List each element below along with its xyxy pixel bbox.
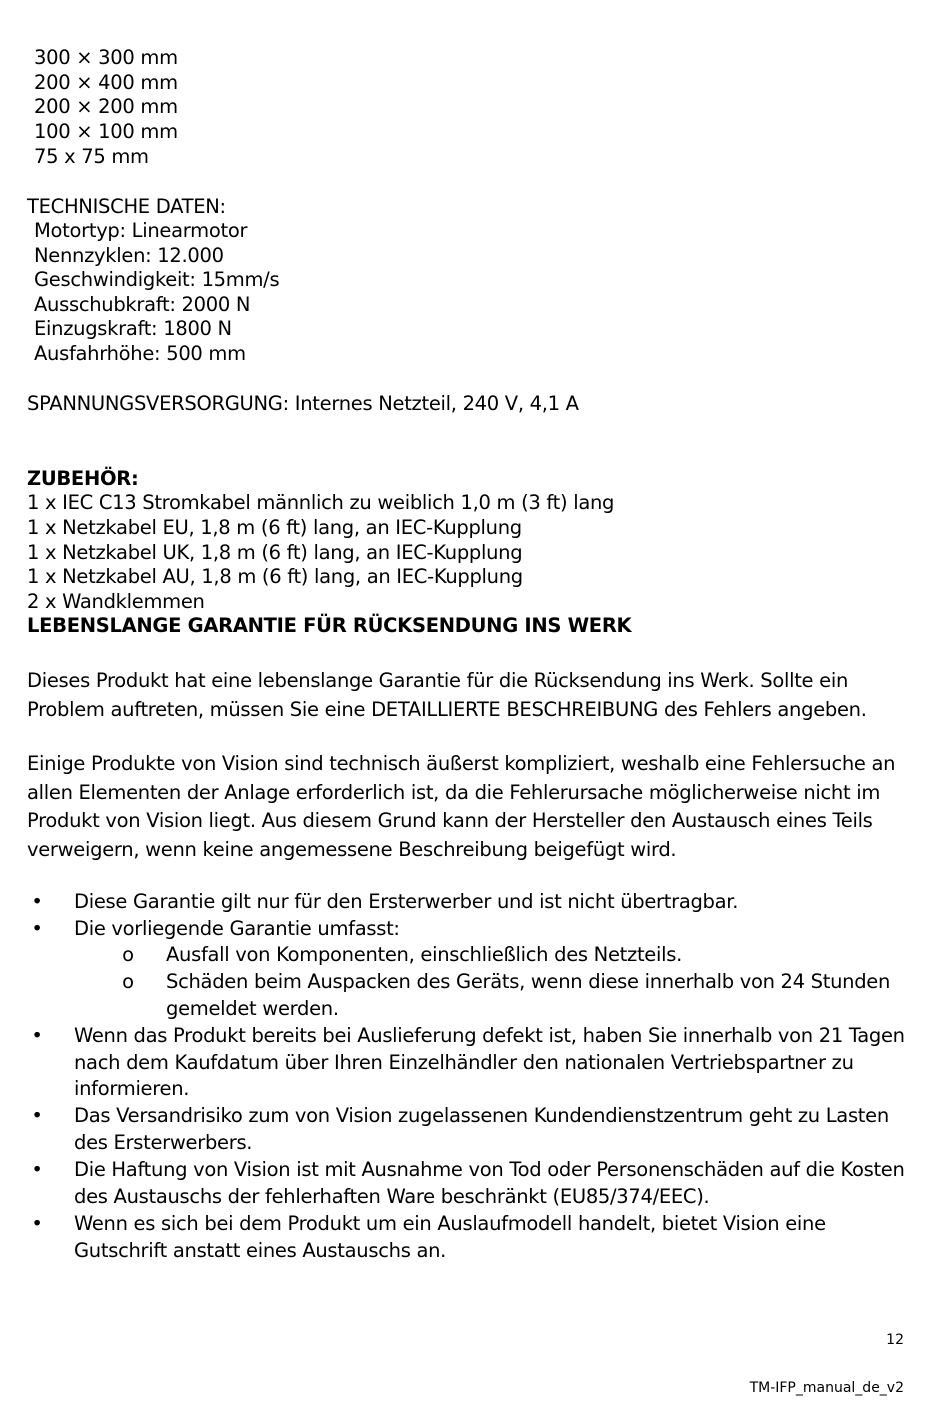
tech-item: Einzugskraft: 1800 N [34, 317, 232, 340]
size-item: 200 × 200 mm [34, 95, 178, 118]
tech-item: Ausschubkraft: 2000 N [34, 293, 251, 316]
accessory-item: 1 x Netzkabel AU, 1,8 m (6 ft) lang, an IEC-Kupplung [27, 565, 523, 588]
size-item: 75 x 75 mm [34, 145, 149, 168]
size-item: 100 × 100 mm [34, 120, 178, 143]
tech-item: Ausfahrhöhe: 500 mm [34, 342, 246, 365]
circle-bullet-icon: o [122, 943, 134, 966]
tech-heading: TECHNISCHE DATEN: [27, 195, 226, 218]
power-supply-line: SPANNUNGSVERSORGUNG: Internes Netzteil, 240 V, 4,1 A [27, 392, 579, 415]
bullet-text: Das Versandrisiko zum von Vision zugelassenen Kundendienstzentrum geht zu Lasten des Ersterwerbers. [74, 1104, 889, 1154]
accessories-heading: ZUBEHÖR: [27, 467, 139, 490]
bullet-icon: • [31, 1104, 43, 1127]
accessory-item: 2 x Wandklemmen [27, 590, 205, 613]
sub-bullet-text: Schäden beim Auspacken des Geräts, wenn diese innerhalb von 24 Stunden gemeldet werden. [166, 970, 891, 1020]
bullet-text: Die Haftung von Vision ist mit Ausnahme von Tod oder Personenschäden auf die Kosten des Austauschs der fehlerhaften Ware beschränkt (EU85/374/EEC). [74, 1158, 905, 1208]
sub-bullet-text: Ausfall von Komponenten, einschließlich des Netzteils. [166, 943, 682, 966]
accessory-item: 1 x IEC C13 Stromkabel männlich zu weiblich 1,0 m (3 ft) lang [27, 491, 615, 514]
size-item: 300 × 300 mm [34, 46, 178, 69]
tech-item: Motortyp: Linearmotor [34, 219, 248, 242]
warranty-paragraph-2: Einige Produkte von Vision sind technisch äußerst kompliziert, weshalb eine Fehlersuche an allen Elementen der Anlage erforderlich ist, da die Fehlerursache möglicherweise nicht im Produkt von Vision liegt. Aus diesem Grund kann der Hersteller den Austausch eines Teils verweigern, wenn keine angemessene Beschreibung beigefügt wird. [27, 752, 896, 861]
bullet-icon: • [31, 1024, 43, 1047]
accessory-item: 1 x Netzkabel UK, 1,8 m (6 ft) lang, an IEC-Kupplung [27, 541, 523, 564]
page-number: 12 [886, 1332, 904, 1348]
tech-item: Nennzyklen: 12.000 [34, 244, 224, 267]
bullet-text: Diese Garantie gilt nur für den Ersterwerber und ist nicht übertragbar. [74, 890, 739, 913]
bullet-icon: • [31, 1158, 43, 1181]
bullet-text: Wenn das Produkt bereits bei Auslieferung defekt ist, haben Sie innerhalb von 21 Tagen nach dem Kaufdatum über Ihren Einzelhändler den nationalen Vertriebspartner zu informieren. [74, 1024, 905, 1100]
circle-bullet-icon: o [122, 970, 134, 993]
warranty-heading: LEBENSLANGE GARANTIE FÜR RÜCKSENDUNG INS WERK [27, 614, 632, 637]
bullet-icon: • [31, 1212, 43, 1235]
size-item: 200 × 400 mm [34, 71, 178, 94]
bullet-icon: • [31, 890, 43, 913]
bullet-icon: • [31, 917, 43, 940]
footer-document-id: TM-IFP_manual_de_v2 [749, 1380, 904, 1396]
bullet-text: Die vorliegende Garantie umfasst: [74, 917, 400, 940]
warranty-paragraph-1: Dieses Produkt hat eine lebenslange Garantie für die Rücksendung ins Werk. Sollte ein Problem auftreten, müssen Sie eine DETAILLIERTE BESCHREIBUNG des Fehlers angeben. [27, 669, 867, 721]
accessory-item: 1 x Netzkabel EU, 1,8 m (6 ft) lang, an IEC-Kupplung [27, 516, 522, 539]
tech-item: Geschwindigkeit: 15mm/s [34, 268, 280, 291]
bullet-text: Wenn es sich bei dem Produkt um ein Auslaufmodell handelt, bietet Vision eine Gutschrift anstatt eines Austauschs an. [74, 1212, 826, 1262]
